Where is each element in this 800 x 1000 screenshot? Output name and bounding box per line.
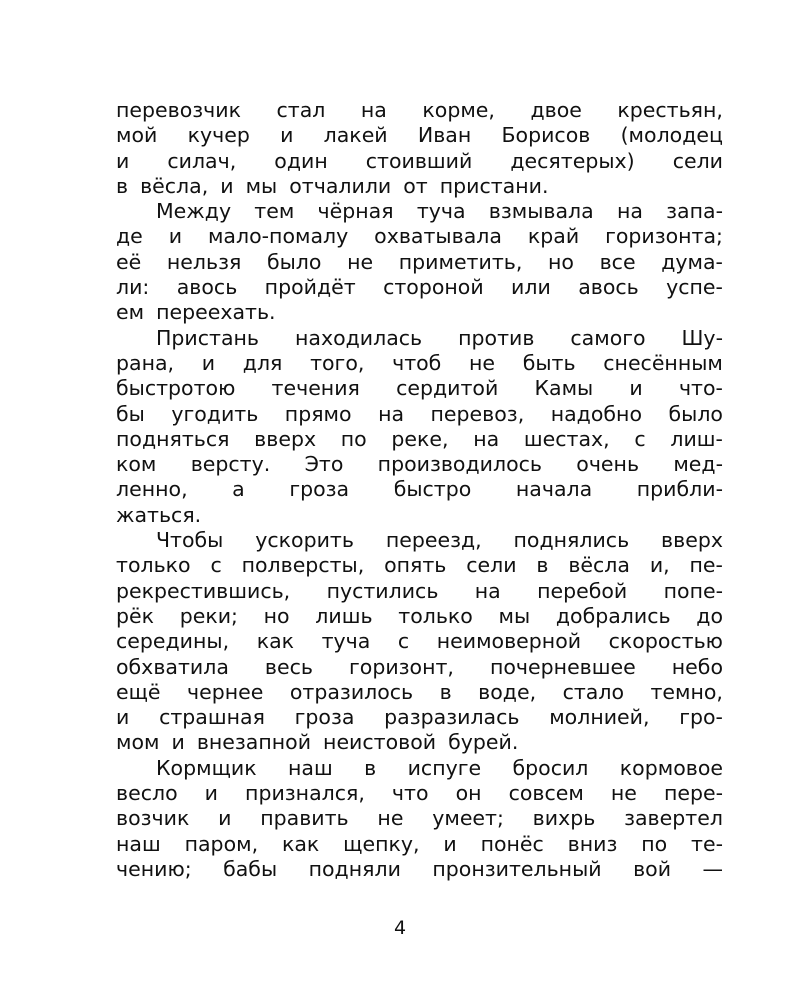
text-line: наш паром, как щепку, и понёс вниз по те- [116, 831, 723, 856]
text-line: середины, как туча с неимоверной скоростью [116, 629, 723, 654]
text-line: ещё чернее отразилось в воде, стало темно, [116, 679, 723, 704]
text-line: жаться. [116, 502, 202, 527]
text-line: подняться вверх по реке, на шестах, с лиш- [116, 426, 723, 451]
text-line: быстротою течения сердитой Камы и что- [116, 376, 723, 401]
text-line: Кормщик наш в испуге бросил кормовое [156, 755, 723, 780]
text-line: Чтобы ускорить переезд, поднялись вверх [156, 528, 723, 553]
text-line: и страшная гроза разразилась молнией, гро- [116, 705, 723, 730]
text-line: обхватила весь горизонт, почерневшее небо [116, 654, 723, 679]
text-line: бы угодить прямо на перевоз, надобно было [116, 401, 723, 426]
page-number: 4 [393, 917, 407, 939]
text-line: её нельзя было не приметить, но все дума- [116, 249, 723, 274]
text-line: мом и внезапной неистовой бурей. [116, 730, 519, 755]
text-line: чению; бабы подняли пронзительный вой — [116, 856, 723, 881]
text-line: ленно, а гроза быстро начала прибли- [116, 477, 723, 502]
text-line: в вёсла, и мы отчалили от пристани. [116, 173, 549, 198]
text-line: Между тем чёрная туча взмывала на запа- [156, 199, 723, 224]
text-line: мой кучер и лакей Иван Борисов (молодец [116, 123, 723, 148]
text-line: только с полверсты, опять сели в вёсла и, пе- [116, 553, 723, 578]
page-text [116, 98, 723, 882]
text-line: рёк реки; но лишь только мы добрались до [116, 603, 723, 628]
text-line: ли: авось пройдёт стороной или авось успе- [116, 275, 723, 300]
text-line: перевозчик стал на корме, двое крестьян, [116, 98, 723, 122]
text-line: ком версту. Это производилось очень мед- [116, 452, 723, 477]
text-line: возчик и править не умеет; вихрь завертел [116, 806, 723, 831]
text-line: де и мало-помалу охватывала край горизонта; [116, 224, 723, 249]
text-line: весло и признался, что он совсем не пере- [116, 781, 723, 806]
text-line: рана, и для того, чтоб не быть снесённым [116, 350, 723, 375]
text-line: Пристань находилась против самого Шу- [156, 325, 723, 350]
text-line: ем переехать. [116, 300, 276, 325]
text-line: рекрестившись, пустились на перебой попе- [116, 578, 723, 603]
text-line: и силач, один стоивший десятерых) сели [116, 148, 723, 173]
